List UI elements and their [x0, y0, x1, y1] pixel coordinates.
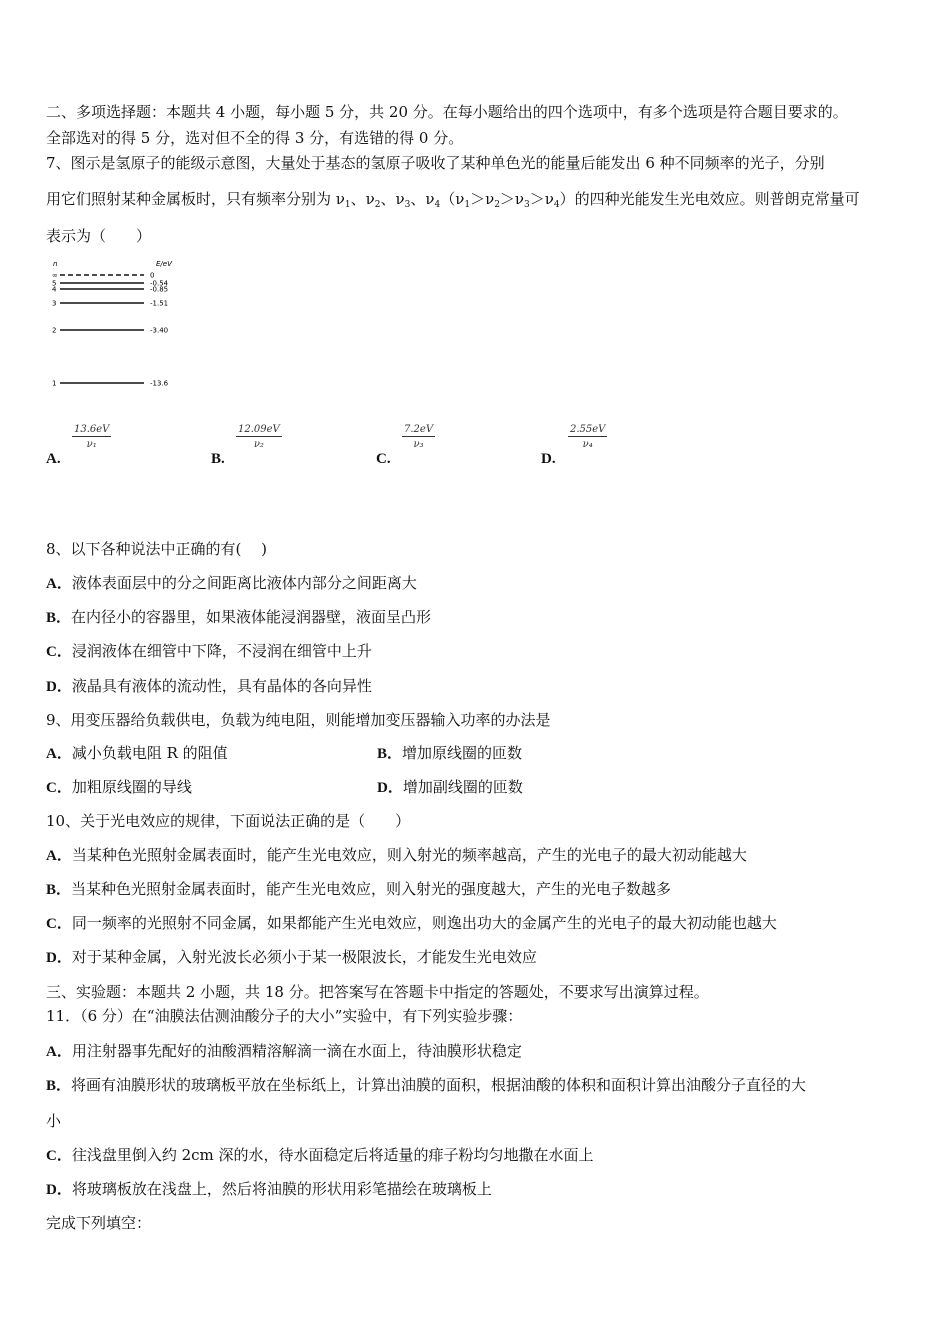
- q9-option-d: D．增加副线圈的匝数: [377, 778, 523, 796]
- q11-fill-prompt: 完成下列填空：: [46, 1214, 152, 1232]
- energy-level-n-label: ∞: [52, 271, 58, 280]
- q10-option-c: C．同一频率的光照射不同金属，如果都能产生光电效应，则逸出功大的金属产生的光电子的最大初动能也越大: [46, 914, 777, 932]
- fraction-denominator: ν₂: [253, 439, 264, 450]
- energy-level-e-label: -1.51: [150, 299, 169, 308]
- q7-option-label: C.: [376, 451, 391, 467]
- section3-heading: 三、实验题：本题共 2 小题，共 18 分。把答案写在答题卡中指定的答题处，不要求写出演算过程。: [46, 983, 709, 1001]
- q7-option-fraction: [568, 424, 607, 450]
- energy-level-n-label: 4: [52, 285, 57, 294]
- hydrogen-energy-level-diagram: [46, 256, 196, 396]
- fraction-numerator: 7.2eV: [404, 424, 434, 435]
- q9-option-c: C．加粗原线圈的导线: [46, 778, 192, 796]
- q7-stem-line1: 7、图示是氢原子的能级示意图，大量处于基态的氢原子吸收了某种单色光的能量后能发出 6 种不同频率的光子，分别: [46, 154, 825, 172]
- diagram-n-label: n: [53, 260, 58, 268]
- q11-option-b-continued: 小: [46, 1112, 62, 1130]
- q11-stem: 11．（6 分）在“油膜法估测油酸分子的大小”实验中，有下列实验步骤：: [46, 1007, 523, 1025]
- energy-level-n-label: 2: [52, 326, 57, 335]
- q7-option-label: A.: [46, 451, 61, 467]
- energy-levels: [52, 272, 169, 388]
- fraction-numerator: 2.55eV: [570, 424, 606, 435]
- q11-option-a: A．用注射器事先配好的油酸酒精溶解滴一滴在水面上，待油膜形状稳定: [46, 1042, 522, 1060]
- q10-stem: 10、关于光电效应的规律，下面说法正确的是（ ）: [46, 812, 411, 830]
- q7-option-fraction: [236, 424, 282, 450]
- energy-level-e-label: -0.85: [150, 285, 169, 294]
- q8-option-b: B．在内径小的容器里，如果液体能浸润器壁，液面呈凸形: [46, 608, 432, 626]
- fraction-numerator: 12.09eV: [238, 424, 280, 435]
- q11-option-c: C．往浅盘里倒入约 2cm 深的水，待水面稳定后将适量的痱子粉均匀地撒在水面上: [46, 1146, 594, 1164]
- q7-option-fraction: [72, 424, 111, 450]
- q7-option-label: D.: [541, 451, 556, 467]
- energy-level-e-label: 0: [150, 271, 155, 280]
- q9-option-b: B．增加原线圈的匝数: [377, 744, 523, 762]
- fraction-denominator: ν₄: [582, 439, 593, 450]
- section2-heading-line2: 全部选对的得 5 分，选对但不全的得 3 分，有选错的得 0 分。: [46, 129, 464, 147]
- q9-option-a: A．减小负载电阻 R 的阻值: [46, 744, 228, 762]
- fraction-denominator: ν₁: [86, 439, 97, 450]
- q7-stem-line3: 表示为（ ）: [46, 227, 152, 245]
- q10-option-a: A．当某种色光照射金属表面时，能产生光电效应，则入射光的频率越高，产生的光电子的最大初动能越大: [46, 846, 747, 864]
- q7-option-label: B.: [211, 451, 225, 467]
- energy-level-n-label: 3: [52, 299, 57, 308]
- energy-level-e-label: -3.40: [150, 326, 169, 335]
- q11-option-d: D．将玻璃板放在浅盘上，然后将油膜的形状用彩笔描绘在玻璃板上: [46, 1180, 492, 1198]
- q8-option-c: C．浸润液体在细管中下降，不浸润在细管中上升: [46, 642, 372, 660]
- energy-level-n-label: 5: [52, 279, 57, 288]
- fraction-numerator: 13.6eV: [74, 424, 110, 435]
- diagram-energy-label: E/eV: [156, 260, 172, 268]
- q10-option-d: D．对于某种金属，入射光波长必须小于某一极限波长，才能发生光电效应: [46, 948, 537, 966]
- q11-option-b: B．将画有油膜形状的玻璃板平放在坐标纸上，计算出油膜的面积，根据油酸的体积和面积计算出油酸分子直径的大: [46, 1076, 807, 1094]
- q8-option-d: D．液晶具有液体的流动性，具有晶体的各向异性: [46, 677, 372, 695]
- q7-stem-line2: 用它们照射某种金属板时，只有频率分别为 $\nu_1$、$\nu_2$、$\nu_3$、$\nu_4(\nu_1>\nu_2>\nu_3>\nu_4)$的四种光能发生光电效应。则普朗克常量可: [46, 190, 860, 210]
- energy-level-e-label: -13.6: [150, 379, 169, 388]
- q8-stem: 8、以下各种说法中正确的有( ): [46, 540, 268, 558]
- fraction-denominator: ν₃: [413, 439, 424, 450]
- q9-stem: 9、用变压器给负载供电，负载为纯电阻，则能增加变压器输入功率的办法是: [46, 711, 551, 729]
- q10-option-b: B．当某种色光照射金属表面时，能产生光电效应，则入射光的强度越大，产生的光电子数越多: [46, 880, 672, 898]
- energy-level-n-label: 1: [52, 379, 57, 388]
- energy-level-e-label: -0.54: [150, 279, 169, 288]
- section2-heading-line1: 二、多项选择题：本题共 4 小题，每小题 5 分，共 20 分。在每小题给出的四个选项中，有多个选项是符合题目要求的。: [46, 103, 848, 121]
- q7-option-fraction: [402, 424, 435, 450]
- q8-option-a: A．液体表面层中的分之间距离比液体内部分之间距离大: [46, 574, 417, 592]
